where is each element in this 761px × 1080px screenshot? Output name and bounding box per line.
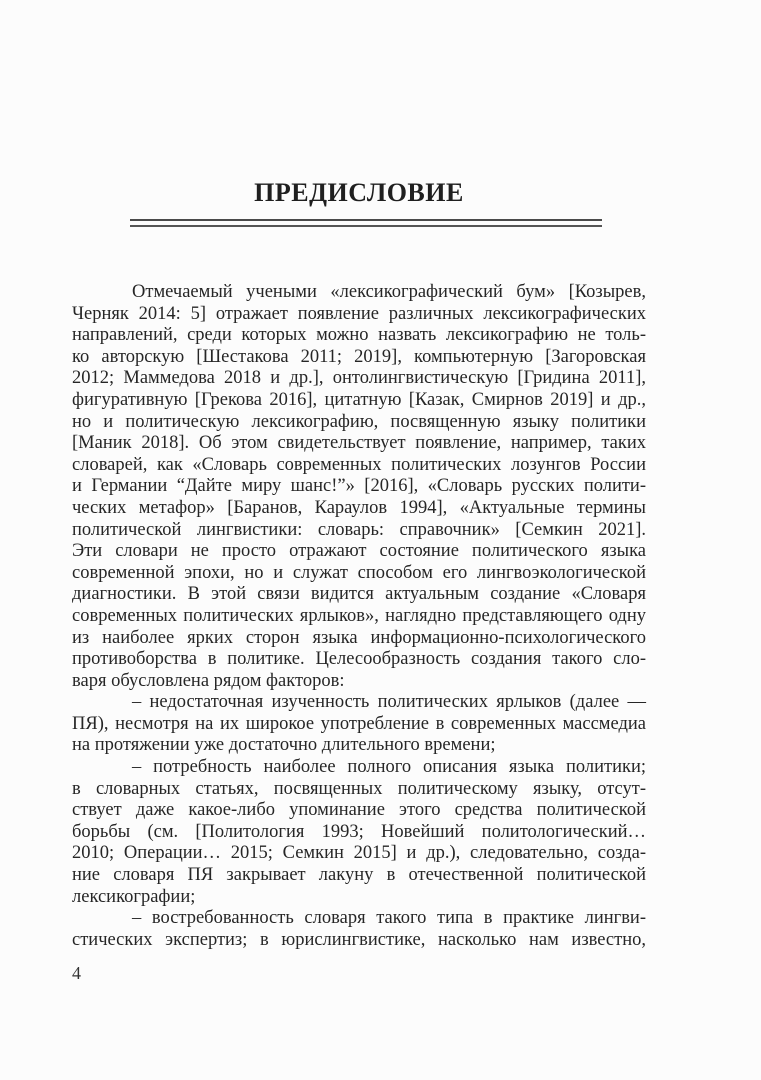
text-line: – востребованность словаря такого типа в практике лингви- [132, 908, 646, 929]
text-line: словарей, как «Словарь современных политических лозунгов России [72, 454, 646, 475]
text-line: варя обусловлена рядом факторов: [72, 670, 345, 691]
text-line: направлений, среди которых можно назвать лексикографию не толь- [72, 325, 646, 346]
text-line: – недостаточная изученность политических ярлыков (далее — [132, 692, 646, 713]
text-line: Отмечаемый учеными «лексикографический бум» [Козырев, [132, 282, 646, 302]
title-rule [130, 219, 602, 227]
text-line: фигуративную [Грекова 2016], цитатную [Казак, Смирнов 2019] и др., [72, 389, 646, 410]
text-line: диагностики. В этой связи видится актуальным создание «Словаря [72, 584, 646, 605]
text-line: ПЯ), несмотря на их широкое употребление в современных массмедиа [72, 713, 646, 734]
text-line: и Германии “Дайте миру шанс!”» [2016], «Словарь русских полити- [72, 476, 646, 497]
text-line: в словарных статьях, посвященных политическому языку, отсут- [72, 778, 646, 799]
text-line: стических экспертиз; в юрислингвистике, насколько нам известно, [72, 929, 646, 950]
text-line: ние словаря ПЯ закрывает лакуну в отечественной политической [72, 865, 646, 886]
text-line: противоборства в политике. Целесообразность создания такого сло- [72, 649, 646, 670]
page-title: ПРЕДИСЛОВИЕ [254, 178, 464, 207]
text-line: ко авторскую [Шестакова 2011; 2019], компьютерную [Загоровская [72, 346, 646, 367]
text-line: политической лингвистики: словарь: справочник» [Семкин 2021]. [72, 519, 646, 540]
text-line: современной эпохи, но и служат способом его лингвоэкологической [72, 562, 646, 583]
text-line: Эти словари не просто отражают состояние политического языка [72, 541, 646, 562]
text-line: – потребность наиболее полного описания языка политики; [132, 757, 646, 778]
text-column [72, 0, 646, 1080]
page-number: 4 [72, 963, 81, 983]
text-line: 2010; Операции… 2015; Семкин 2015] и др.), следовательно, созда- [72, 843, 646, 864]
text-line: из наиболее ярких сторон языка информационно-психологического [72, 627, 646, 648]
text-line: [Маник 2018]. Об этом свидетельствует появление, например, таких [72, 433, 646, 454]
text-line: ствует даже какое-либо упоминание этого средства политической [72, 800, 646, 821]
text-line: 2012; Маммедова 2018 и др.], онтолингвистическую [Гридина 2011], [72, 368, 646, 389]
body-text [72, 282, 646, 951]
text-line: лексикографии; [72, 886, 196, 907]
text-line: борьбы (см. [Политология 1993; Новейший политологический… [72, 821, 646, 842]
text-line: но и политическую лексикографию, посвященную языку политики [72, 411, 646, 432]
text-line: Черняк 2014: 5] отражает появление различных лексикографических [72, 303, 646, 324]
text-line: ческих метафор» [Баранов, Караулов 1994], «Актуальные термины [72, 497, 646, 518]
text-line: на протяжении уже достаточно длительного времени; [72, 735, 496, 756]
text-line: современных политических ярлыков», наглядно представляющего одну [72, 605, 646, 626]
